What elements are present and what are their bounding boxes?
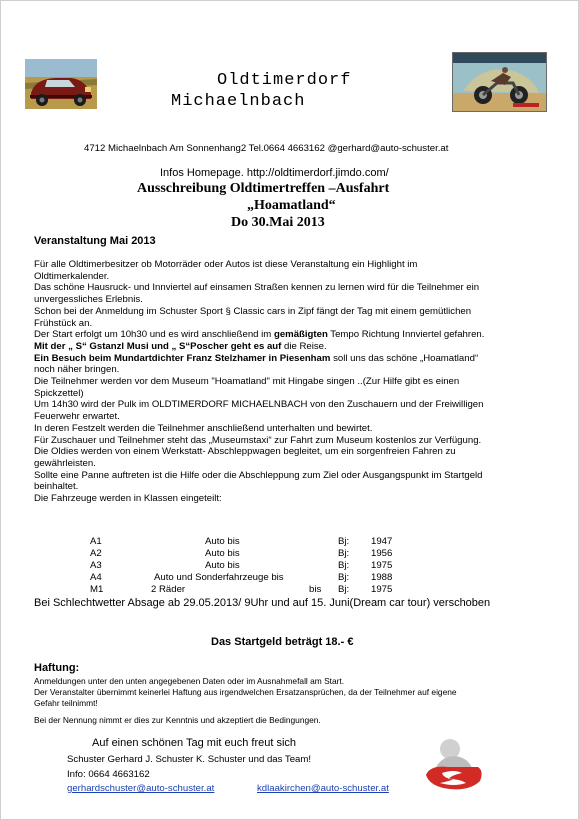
headline-subtitle: „Hoamatland“	[247, 198, 336, 213]
emphasis-text: Ein Besuch beim Mundartdichter Franz Stelzhamer in Piesenham	[34, 352, 331, 364]
footer-names: Schuster Gerhard J. Schuster K. Schuster und das Team!	[67, 754, 312, 765]
body-line: Schon bei der Anmeldung im Schuster Sport § Classic cars in Zipf fängt der Tag mit einem gemütlichen	[34, 305, 472, 317]
class-desc: 2 Räder	[151, 584, 186, 595]
event-heading: Veranstaltung Mai 2013	[34, 235, 156, 247]
vintage-car-photo	[25, 59, 97, 109]
class-bj: Bj:	[338, 560, 350, 571]
class-desc: Auto bis	[205, 548, 240, 559]
weather-note: Bei Schlechtwetter Absage ab 29.05.2013/ 9Uhr und auf 15. Juni(Dream car tour) verschoben	[34, 597, 491, 609]
liability-line: Der Veranstalter übernimmt keinerlei Haftung aus irgendwelchen Ersatzansprüchen, da der Teilnehmer auf eigene	[34, 687, 457, 697]
body-line: gewährleisten.	[34, 457, 96, 469]
class-code: A3	[90, 560, 102, 571]
start-fee: Das Startgeld beträgt 18.- €	[211, 636, 354, 648]
body-line: unvergessliches Erlebnis.	[34, 294, 143, 306]
emphasis-text: gemäßigten	[273, 329, 328, 341]
liability-line: Anmeldungen unter den unten angegebenen Daten oder im Ausnahmefall am Start.	[34, 676, 345, 686]
body-line: Das schöne Hausruck- und Innviertel auf einsamen Straßen kennen zu lernen wird für die Teilnehmer ein	[34, 282, 480, 294]
headline-title: Ausschreibung Oldtimertreffen –Ausfahrt	[137, 181, 390, 196]
motorcycle-poster-image	[452, 52, 547, 112]
footer-greeting: Auf einen schönen Tag mit euch freut sich	[92, 737, 297, 749]
body-line: Um 14h30 wird der Pulk im OLDTIMERDORF MICHAELNBACH von den Zuschauern und der Freiwilligen	[34, 399, 484, 411]
class-bj: Bj:	[338, 572, 350, 583]
class-code: A4	[90, 572, 102, 583]
body-line: Spickzettel)	[34, 387, 84, 399]
liability-heading: Haftung:	[34, 662, 80, 674]
email-link-kdlaakirchen[interactable]: kdlaakirchen@auto-schuster.at	[257, 783, 389, 794]
body-line	[34, 329, 484, 341]
class-year: 1988	[371, 572, 393, 583]
class-bis: bis	[309, 584, 322, 595]
body-line: Frühstück an.	[34, 317, 93, 329]
contact-line: 4712 Michaelnbach Am Sonnenhang2 Tel.0664 4663162 @gerhard@auto-schuster.at	[84, 143, 449, 154]
body-line	[34, 353, 484, 365]
homepage-line: Infos Homepage. http://oldtimerdorf.jimdo.com/	[160, 167, 389, 179]
body-line: beinhaltet.	[34, 481, 79, 493]
liability-line: Gefahr teilnimmt!	[34, 698, 98, 708]
footer-phone: Info: 0664 4663162	[67, 769, 150, 780]
class-year: 1947	[371, 536, 393, 547]
body-line: Oldtimerkalender.	[34, 270, 110, 282]
class-desc: Auto bis	[205, 560, 240, 571]
class-code: A1	[90, 536, 102, 547]
body-line: Für Zuschauer und Teilnehmer steht das „Museumstaxi“ zur Fahrt zum Museum kostenlos zur Verfügung.	[34, 434, 482, 446]
class-bj: Bj:	[338, 536, 350, 547]
class-year: 1975	[371, 560, 393, 571]
class-bj: Bj:	[338, 548, 350, 559]
text-span: die Reise.	[281, 340, 327, 352]
body-line: Die Teilnehmer werden vor dem Museum "Hoamatland" mit Hingabe singen ..(Zur Hilfe gibt es einen	[34, 376, 460, 388]
text-span: soll uns das schöne „Hoamatland“	[330, 352, 479, 364]
email-link-gerhard[interactable]: gerhardschuster@auto-schuster.at	[67, 783, 215, 794]
body-line: Sollte eine Panne auftreten ist die Hilfe oder die Abschleppung zum Ziel oder Ausgangspunkt im Startgeld	[34, 469, 483, 481]
body-line: Feuerwehr erwartet.	[34, 411, 120, 423]
class-desc: Auto und Sonderfahrzeuge bis	[154, 572, 284, 583]
class-code: A2	[90, 548, 102, 559]
body-line: Für alle Oldtimerbesitzer ob Motorräder oder Autos ist diese Veranstaltung ein Highlight im	[34, 259, 418, 270]
class-code: M1	[90, 584, 104, 595]
liability-text	[34, 676, 457, 726]
body-line: Die Oldies werden von einem Werkstatt- Abschleppwagen begleitet, um ein sorgenfreien Fahren zu	[34, 446, 456, 458]
headline-date: Do 30.Mai 2013	[231, 215, 325, 230]
title-line-2: Michaelnbach	[171, 92, 306, 111]
text-span: Tempo Richtung Innviertel gefahren.	[327, 329, 485, 341]
body-line: noch näher bringen.	[34, 364, 120, 376]
body-line: In deren Festzelt werden die Teilnehmer anschließend unterhalten und bewirtet.	[34, 422, 373, 434]
body-line: Die Fahrzeuge werden in Klassen eingeteilt:	[34, 493, 222, 505]
schuster-logo-image	[420, 731, 486, 797]
class-desc: Auto bis	[205, 536, 240, 547]
class-year: 1975	[371, 584, 393, 595]
class-bj: Bj:	[338, 584, 350, 595]
title-line-1: Oldtimerdorf	[217, 71, 352, 90]
emphasis-text: Mit der „ S“ Gstanzl Musi und „ S“Poscher geht es auf	[34, 340, 282, 352]
liability-line: Bei der Nennung nimmt er dies zur Kenntnis und akzeptiert die Bedingungen.	[34, 715, 321, 725]
body-text-block	[34, 259, 484, 505]
body-line	[34, 341, 484, 353]
class-year: 1956	[371, 548, 393, 559]
text-span: Der Start erfolgt um 10h30 und es wird anschließend im	[34, 329, 274, 341]
